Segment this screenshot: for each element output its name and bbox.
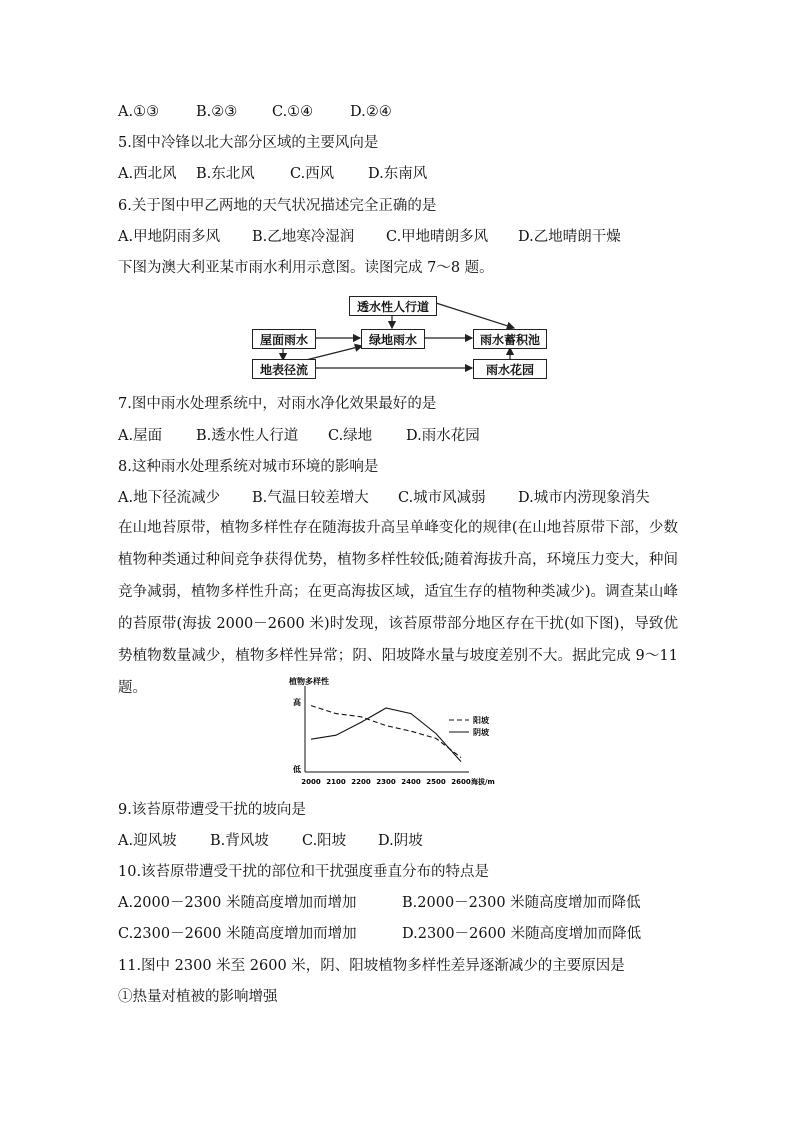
q7-option-d: D.雨水花园: [406, 428, 480, 444]
q6-option-b: B.乙地寒冷湿润: [252, 229, 355, 245]
chart-series-line-1: [311, 706, 461, 758]
node-rain-garden: 雨水花园: [473, 359, 547, 379]
q7-option-a: A.屋面: [118, 428, 163, 444]
q9-option-b: B.背风坡: [210, 833, 269, 849]
chart-x-tick-label: 2300: [376, 778, 396, 786]
q8-option-c: C.城市风减弱: [398, 490, 486, 506]
q9-option-a: A.迎风坡: [118, 833, 177, 849]
chart-legend-label-1: 阳坡: [473, 716, 489, 725]
q5-option-b: B.东北风: [196, 166, 255, 182]
q9-option-d: D.阴坡: [378, 833, 423, 849]
chart-y-tick-high: 高: [293, 698, 301, 707]
q8-option-b: B.气温日较差增大: [252, 490, 369, 506]
q10-stem: 10.该苔原带遭受干扰的部位和干扰强度垂直分布的特点是: [118, 864, 490, 880]
chart-y-tick-low: 低: [293, 765, 301, 774]
q6-option-a: A.甲地阴雨多风: [118, 229, 221, 245]
q7-option-c: C.绿地: [328, 428, 373, 444]
q8-option-a: A.地下径流减少: [118, 490, 221, 506]
q9-option-c: C.阳坡: [302, 833, 347, 849]
chart-x-tick-label: 2000: [301, 778, 321, 786]
chart-x-tick-label: 2500: [426, 778, 446, 786]
q4-option-a: A.①③: [118, 104, 160, 120]
chart-x-tick-label: 2600: [451, 778, 471, 786]
q7-option-b: B.透水性人行道: [196, 428, 299, 444]
q10-option-d: D.2300－2600 米随高度增加而降低: [402, 926, 642, 942]
q8-stem: 8.这种雨水处理系统对城市环境的影响是: [118, 459, 379, 475]
plant-diversity-chart: [285, 672, 515, 792]
q8-option-d: D.城市内涝现象消失: [518, 490, 650, 506]
chart-x-tick-label: 2100: [326, 778, 346, 786]
passage-9-11: 在山地苔原带，植物多样性存在随海拔升高呈单峰变化的规律(在山地苔原带下部，少数植物种类通过种间竞争获得优势，植物多样性较低;随着海拔升高，环境压力变大，种间竞争减弱，植物多样性升高；在更高海拔区域，适宜生存的植物种类减少)。调查某山峰的苔原带(海拔 2000－2600 米)时发现，该苔原带部分地区存在干扰(如下图)，导致优势植物数量减少，植物多样性异常；阴、阳坡降水量与坡度差别不大。据此完成 9～11 题。: [118, 520, 678, 696]
chart-x-label: 海拔/m: [471, 778, 495, 786]
chart-x-tick-label: 2200: [351, 778, 371, 786]
node-green-rainwater: 绿地雨水: [361, 329, 425, 349]
q10-option-c: C.2300－2600 米随高度增加而增加: [118, 926, 357, 942]
q5-option-a: A.西北风: [118, 166, 177, 182]
q6-option-c: C.甲地晴朗多风: [386, 229, 489, 245]
q7-stem: 7.图中雨水处理系统中，对雨水净化效果最好的是: [118, 396, 437, 412]
q6-option-d: D.乙地晴朗干燥: [518, 229, 621, 245]
chart-series-line-2: [311, 708, 461, 762]
node-rainwater-tank: 雨水蓄积池: [473, 329, 547, 349]
q10-option-b: B.2000－2300 米随高度增加而降低: [402, 895, 641, 911]
q11-stem: 11.图中 2300 米至 2600 米，阴、阳坡植物多样性差异逐渐减少的主要原因是: [118, 958, 625, 974]
chart-x-tick-label: 2400: [401, 778, 421, 786]
q5-option-d: D.东南风: [368, 166, 428, 182]
q5-stem: 5.图中冷锋以北大部分区域的主要风向是: [118, 135, 379, 151]
node-roof-rainwater: 屋面雨水: [252, 329, 316, 349]
q11-item-1: ①热量对植被的影响增强: [118, 989, 278, 1005]
intro-7-8: 下图为澳大利亚某市雨水利用示意图。读图完成 7～8 题。: [118, 260, 494, 276]
node-surface-runoff: 地表径流: [252, 359, 316, 379]
node-permeable-sidewalk: 透水性人行道: [349, 296, 437, 316]
q5-option-c: C.西风: [290, 166, 335, 182]
q10-option-a: A.2000－2300 米随高度增加而增加: [118, 895, 357, 911]
q6-stem: 6.关于图中甲乙两地的天气状况描述完全正确的是: [118, 198, 437, 214]
chart-legend-label-2: 阴坡: [473, 728, 489, 737]
q4-option-c: C.①④: [272, 104, 314, 120]
q9-stem: 9.该苔原带遭受干扰的坡向是: [118, 802, 306, 818]
q4-option-b: B.②③: [196, 104, 238, 120]
q4-option-d: D.②④: [350, 104, 392, 120]
chart-y-label: 植物多样性: [289, 677, 329, 686]
